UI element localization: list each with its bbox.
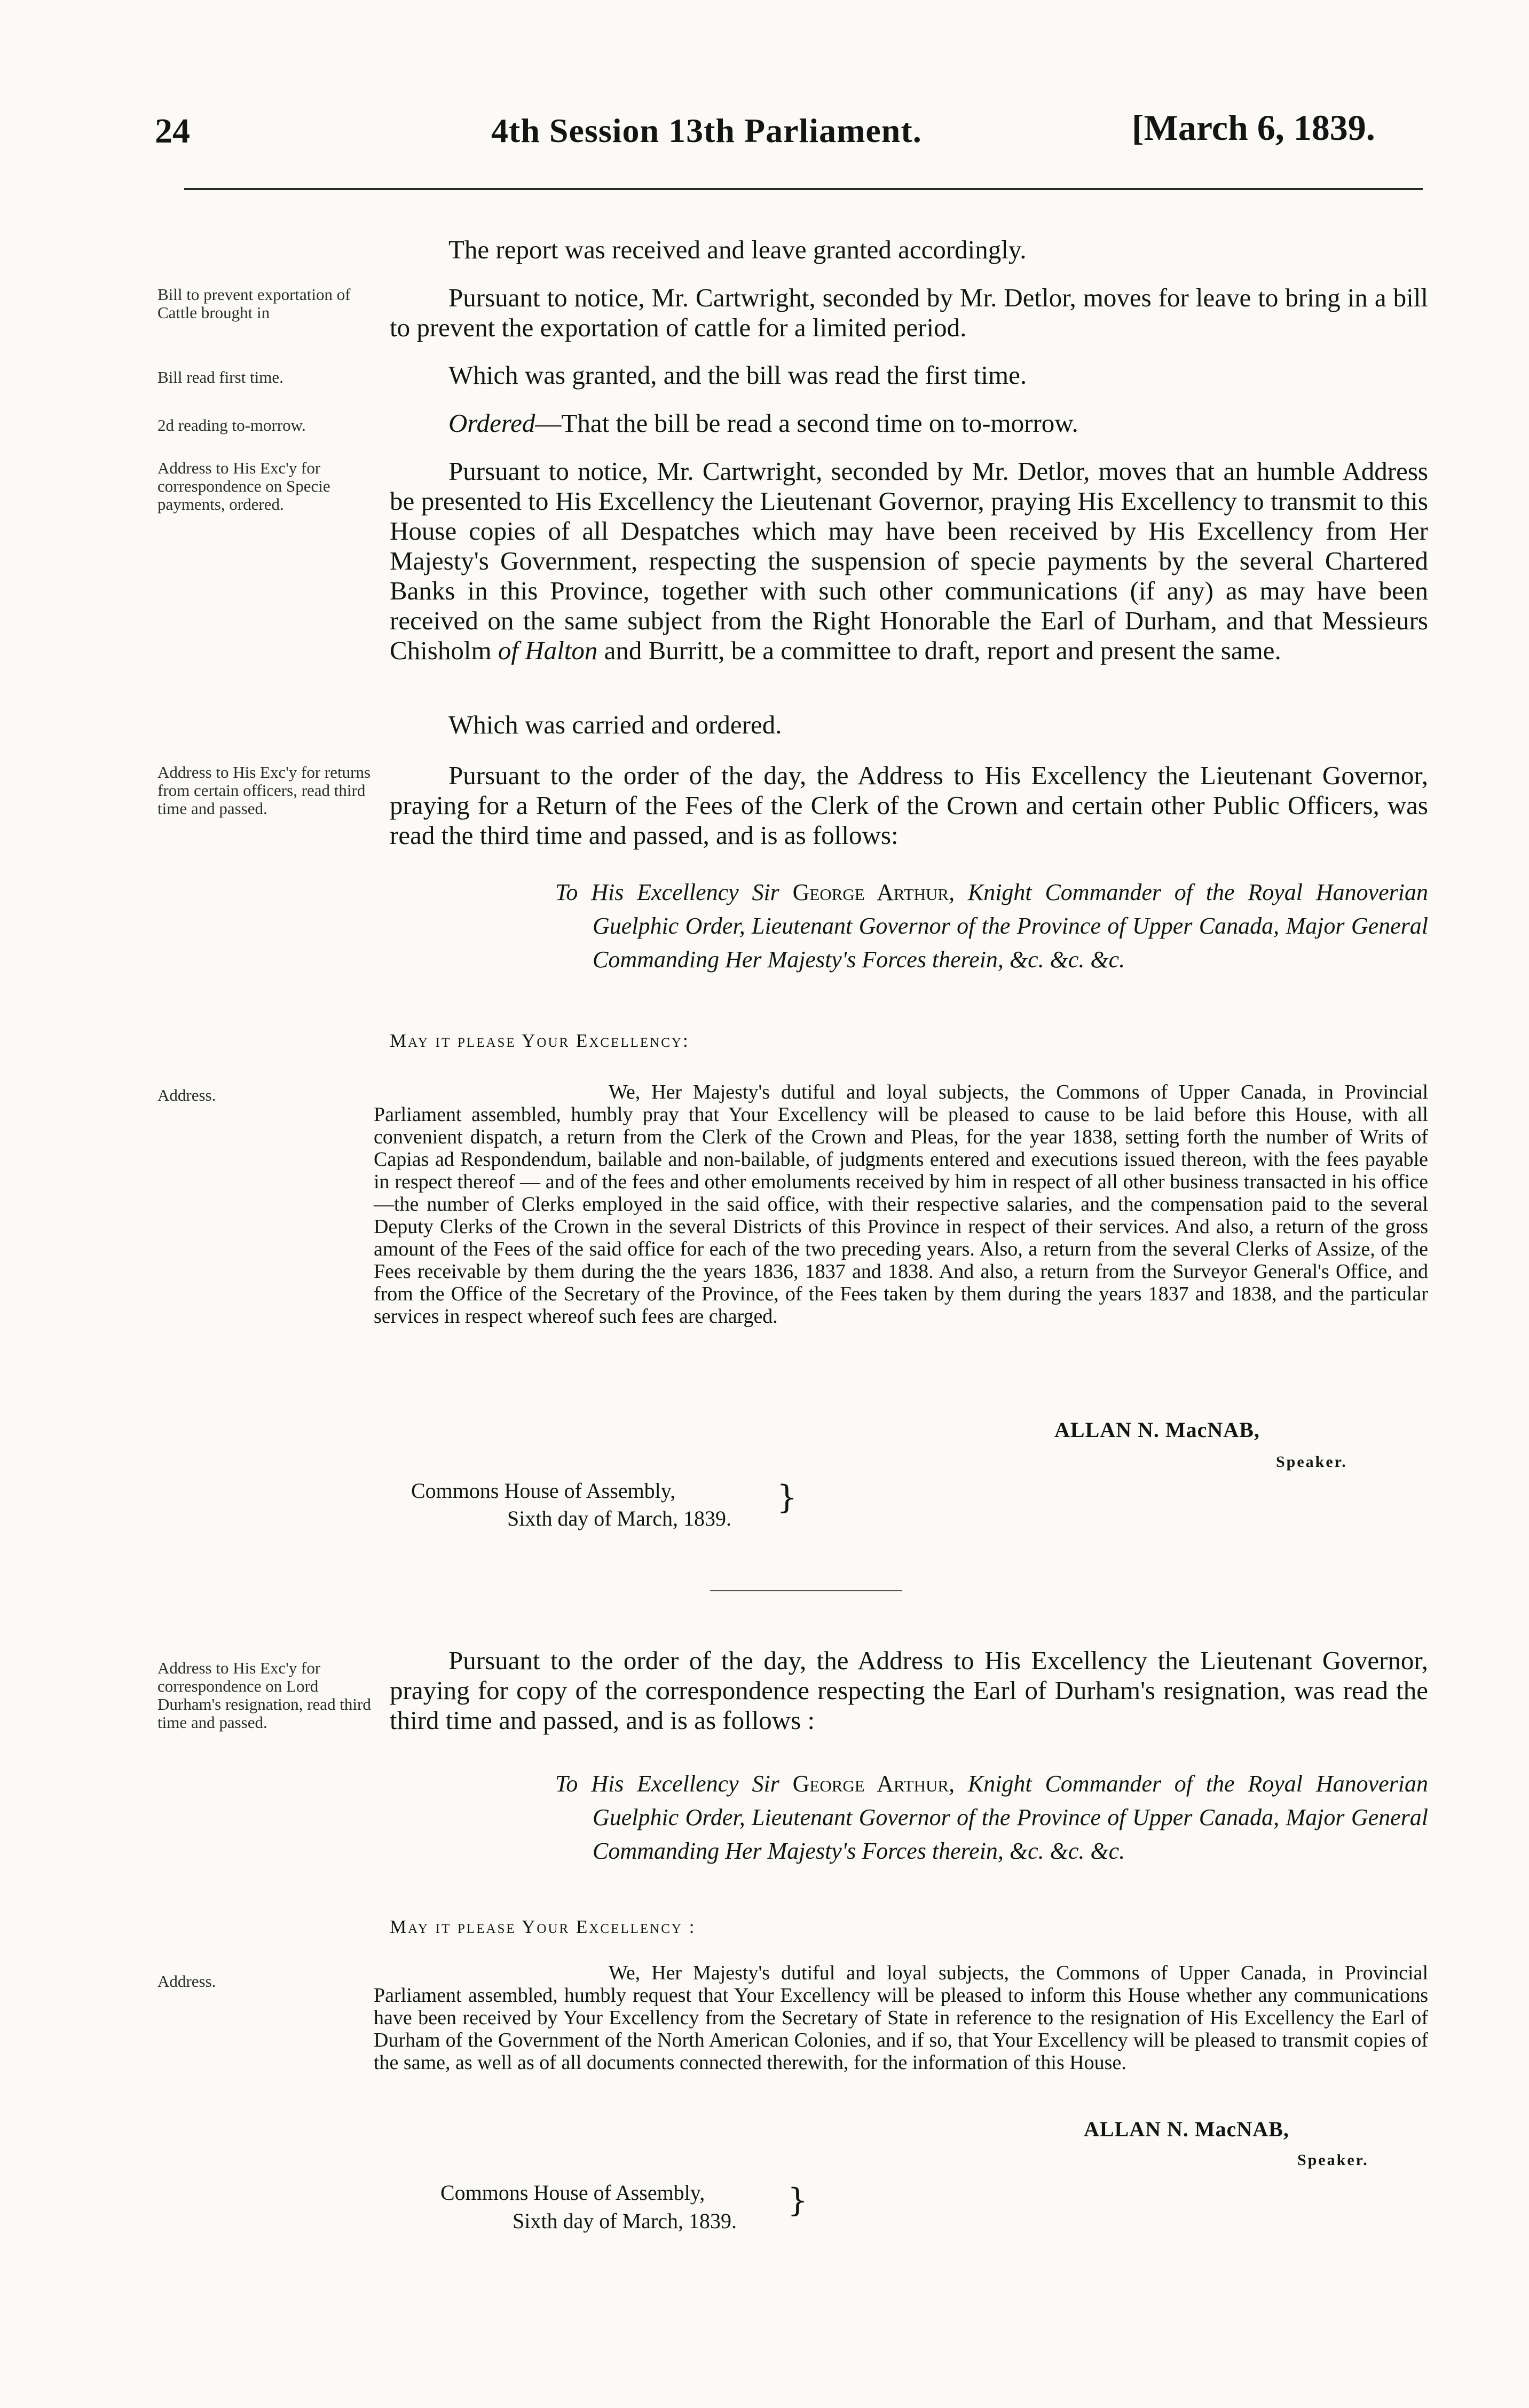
brace-1: } bbox=[777, 1479, 798, 1516]
paragraph-durham: Pursuant to the order of the day, the Address to His Excellency the Lieutenant Governor, praying for copy of the correspondence respecting the Earl of Durham's resignation, was read the third time and passed, and is as follows : bbox=[390, 1646, 1428, 1735]
address-body-1: We, Her Majesty's dutiful and loyal subjects, the Commons of Upper Canada, in Provincial Parliament assembled, humbly pray that Your Excellency will be pleased to cause to be laid before this House, with all convenient dispatch, a return from the Clerk of the Crown and Pleas, for the year 1838, setting forth the number of Writs of Capias ad Respondendum, bailable and non-bailable, of judgments entered and executions issued thereon, with the fees payable in respect thereof — and of the fees and other emoluments received by him in respect of all other business transacted in his office—the number of Clerks employed in the said office, with their respective salaries, and the compensation paid to the several Deputy Clerks of the Crown in the several Districts of this Province in respect of their services. And also, a return of the gross amount of the Fees of the said office for each of the two preceding years. Also, a return from the several Clerks of Assize, of the Fees receivable by them during the the years 1836, 1837 and 1838. And also, a return from the Surveyor General's Office, and from the Office of the Secretary of the Province, of the Fees taken by them during the years 1837 and 1838, and the particular services in respect whereof such fees are charged. bbox=[374, 1081, 1428, 1328]
speaker-name-2: ALLAN N. MacNAB, bbox=[1084, 2117, 1289, 2141]
address-body-2: We, Her Majesty's dutiful and loyal subjects, the Commons of Upper Canada, in Provincial Parliament assembled, humbly request that Your Excellency will be pleased to inform this House whether any communications have been received by Your Excellency from the Secretary of State in reference to the resignation of His Excellency the Earl of Durham of the Government of the North American Colonies, and if so, that Your Excellency will be pleased to transmit copies of the same, as well as of all documents connected therewith, for the information of this House. bbox=[374, 1962, 1428, 2074]
margin-note-bill-cattle: Bill to prevent exportation of Cattle brought in bbox=[157, 285, 351, 322]
section-divider bbox=[710, 1590, 902, 1591]
addressee-block-2: To His Excellency Sir George Arthur, Knight Commander of the Royal Hanoverian Guelphic Order, Lieutenant Governor of the Province of Upper Canada, Major General Commanding Her Majesty's Forces therein, &c. &c. &c. bbox=[555, 1771, 1428, 1864]
header-rule bbox=[184, 188, 1423, 190]
margin-note-durham: Address to His Exc'y for correspondence on Lord Durham's resignation, read third time and passed. bbox=[157, 1659, 371, 1732]
paragraph-returns: Pursuant to the order of the day, the Address to His Excellency the Lieutenant Governor, praying for a Return of the Fees of the Clerk of the Crown and certain other Public Officers, was read the third time and passed, and is as follows: bbox=[390, 761, 1428, 850]
salutation-2: May it please Your Excellency : bbox=[390, 1916, 696, 1937]
ordered-text: —That the bill be read a second time on to-morrow. bbox=[535, 408, 1078, 438]
specie-text-a: Pursuant to notice, Mr. Cartwright, seconded by Mr. Detlor, moves that an humble Address be presented to His Excellency the Lieutenant Governor, praying His Excellency to transmit to this House copies of all Despatches which may have been received by His Excellency from Her Majesty's Government, respecting the suspension of specie payments by the several Chartered Banks in this Province, together with such other communications (if any) as may have been received on the same subject from the Right Honorable the Earl of Durham, and that Messieurs Chisholm bbox=[390, 456, 1428, 665]
margin-note-returns: Address to His Exc'y for returns from certain officers, read third time and passed. bbox=[157, 763, 371, 818]
paragraph-carried: Which was carried and ordered. bbox=[448, 710, 782, 739]
margin-note-first-reading: Bill read first time. bbox=[157, 368, 283, 386]
paragraph-bill-cattle: Pursuant to notice, Mr. Cartwright, seconded by Mr. Detlor, moves for leave to bring in a bill to prevent the exportation of cattle for a limited period. bbox=[390, 283, 1428, 342]
page-number: 24 bbox=[155, 112, 190, 151]
specie-text-b: and Burritt, be a committee to draft, report and present the same. bbox=[597, 636, 1281, 665]
margin-note-second-reading: 2d reading to-morrow. bbox=[157, 416, 306, 435]
running-title: 4th Session 13th Parliament. bbox=[491, 112, 922, 149]
ordered-lead: Ordered bbox=[448, 408, 535, 438]
specie-text-italic: of Halton bbox=[498, 636, 598, 665]
commons-date-2: Sixth day of March, 1839. bbox=[513, 2209, 737, 2233]
commons-house-1: Commons House of Assembly, bbox=[411, 1479, 676, 1503]
addressee-block-1: To His Excellency Sir George Arthur, Knight Commander of the Royal Hanoverian Guelphic Order, Lieutenant Governor of the Province of Upper Canada, Major General Commanding Her Majesty's Forces therein, &c. &c. &c. bbox=[555, 879, 1428, 973]
speaker-title-1: Speaker. bbox=[1276, 1453, 1347, 1471]
paragraph-report-received: The report was received and leave granted accordingly. bbox=[448, 235, 1027, 264]
salutation-1: May it please Your Excellency: bbox=[390, 1030, 690, 1051]
margin-note-address-1: Address. bbox=[157, 1086, 216, 1104]
commons-house-2: Commons House of Assembly, bbox=[440, 2181, 705, 2205]
addressee-name-2: George Arthur bbox=[792, 1771, 949, 1797]
addressee-name-1: George Arthur bbox=[792, 879, 949, 905]
brace-2: } bbox=[787, 2182, 808, 2219]
commons-date-1: Sixth day of March, 1839. bbox=[507, 1506, 731, 1530]
speaker-name-1: ALLAN N. MacNAB, bbox=[1054, 1418, 1260, 1442]
speaker-title-2: Speaker. bbox=[1297, 2151, 1369, 2169]
running-date: [March 6, 1839. bbox=[1132, 107, 1375, 148]
margin-note-specie-payments: Address to His Exc'y for correspondence on Specie payments, ordered. bbox=[157, 459, 330, 514]
paragraph-specie-payments bbox=[390, 456, 1428, 666]
margin-note-address-2: Address. bbox=[157, 1972, 216, 1991]
paragraph-first-reading: Which was granted, and the bill was read the first time. bbox=[448, 360, 1027, 390]
paragraph-second-reading bbox=[390, 408, 1428, 438]
